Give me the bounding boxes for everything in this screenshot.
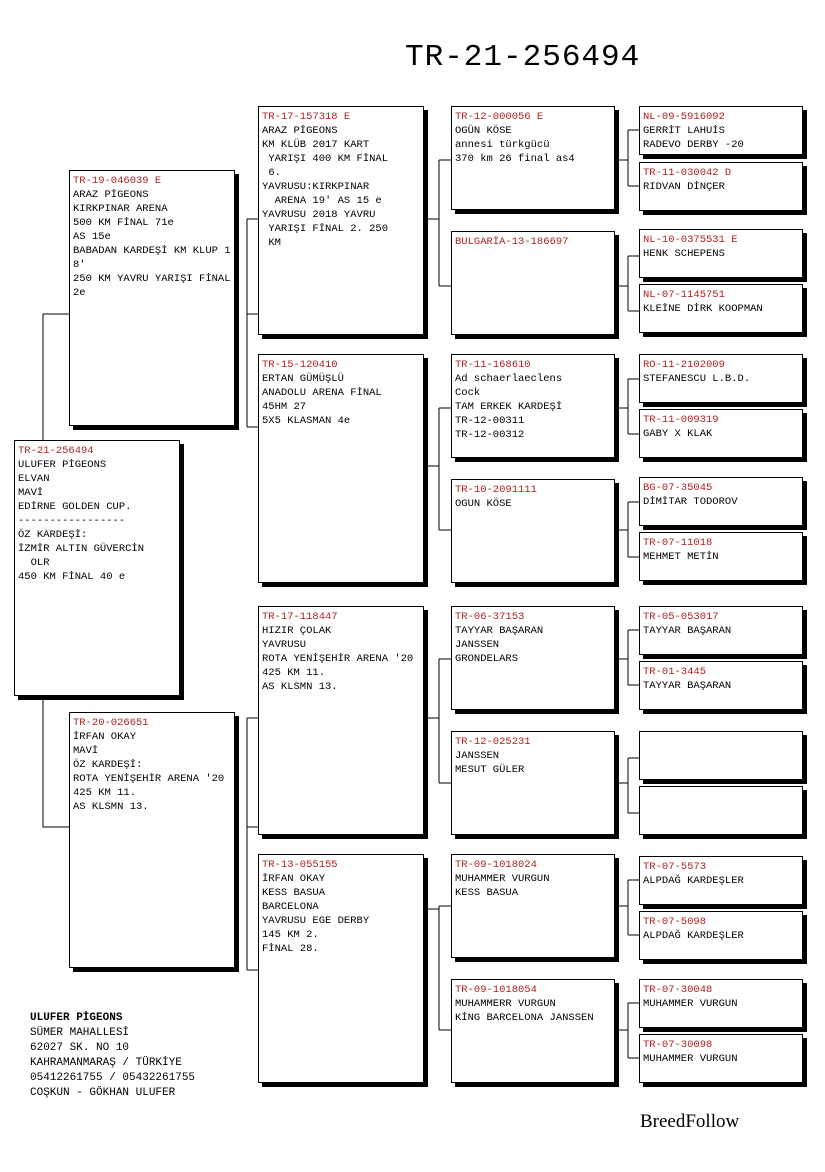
great-grandparent-card[interactable] [451, 731, 615, 835]
gen4-card[interactable] [639, 284, 803, 333]
ring-number: TR-11-030042 D [643, 167, 732, 179]
ring-number: TR-21-256494 [18, 445, 94, 457]
pigeon-info: MUHAMMER VURGUN [643, 1053, 738, 1065]
pigeon-info: GABY X KLAK [643, 428, 713, 440]
gen4-card-empty[interactable] [639, 786, 803, 835]
pigeon-info: TAYYAR BAŞARAN [643, 625, 732, 637]
ring-number: TR-07-30098 [643, 1039, 713, 1051]
ring-number: TR-10-2091111 [455, 484, 537, 496]
ring-number: TR-15-120410 [262, 359, 338, 371]
pigeon-info: HENK SCHEPENS [643, 248, 725, 260]
great-grandparent-card[interactable] [451, 854, 615, 958]
ring-number: TR-12-025231 [455, 736, 531, 748]
ring-number: TR-09-1018024 [455, 859, 537, 871]
ring-number: TR-11-168610 [455, 359, 531, 371]
ring-number: NL-07-1145751 [643, 289, 725, 301]
address-line: SÜMER MAHALLESİ [30, 1027, 130, 1039]
pedigree-title: TR-21-256494 [405, 40, 641, 75]
gen4-card[interactable] [639, 409, 803, 458]
breeder-name: ULUFER PİGEONS [30, 1012, 123, 1024]
pigeon-info: ARAZ PİGEONS KIRKPINAR ARENA 500 KM FİNAL 71e AS 15e BABADAN KARDEŞİ KM KLUP 18' 250 KM YAVRU YARIŞI FİNAL 2e [73, 189, 231, 299]
breeder-contact [30, 1011, 195, 1101]
gen4-card[interactable] [639, 229, 803, 278]
ring-number: TR-20-026651 [73, 717, 149, 729]
pigeon-info: ARAZ PİGEONS KM KLÜB 2017 KART YARIŞI 400 KM FİNAL 6. YAVRUSU:KIRKPINAR ARENA 19' AS 15 e YAVRUSU 2018 YAVRU YARIŞI FİNAL 2. 250 KM [262, 125, 389, 249]
ring-number: TR-07-5573 [643, 861, 707, 873]
address-line: 62027 SK. NO 10 [30, 1042, 130, 1054]
pigeon-info: OGÜN KÖSE annesi türkgücü 370 km 26 final as4 [455, 125, 575, 165]
pigeon-info: KLEİNE DİRK KOOPMAN [643, 303, 763, 315]
dam-card[interactable] [69, 712, 235, 968]
ring-number: TR-06-37153 [455, 611, 525, 623]
pigeon-info: ULUFER PİGEONS ELVAN MAVİ EDİRNE GOLDEN CUP. ----------------- ÖZ KARDEŞİ: İZMİR ALTIN GÜVERCİN OLR 450 KM FİNAL 40 e [18, 459, 145, 583]
gen4-card[interactable] [639, 354, 803, 403]
pigeon-info: RIDVAN DİNÇER [643, 181, 725, 193]
gen4-card[interactable] [639, 856, 803, 905]
ring-number: TR-17-118447 [262, 611, 338, 623]
address-line: KAHRAMANMARAŞ / TÜRKİYE [30, 1057, 182, 1069]
gen4-card[interactable] [639, 106, 803, 155]
ring-number: NL-10-0375531 E [643, 234, 738, 246]
pigeon-info: GERRİT LAHUİS RADEVO DERBY -20 [643, 125, 744, 151]
pigeon-info: ALPDAĞ KARDEŞLER [643, 875, 744, 887]
gen4-card[interactable] [639, 1034, 803, 1083]
grandparent-card[interactable] [258, 106, 424, 335]
pigeon-info: HIZIR ÇOLAK YAVRUSU ROTA YENİŞEHİR ARENA '20 425 KM 11. AS KLSMN 13. [262, 625, 414, 693]
gen4-card[interactable] [639, 162, 803, 211]
gen4-card[interactable] [639, 532, 803, 581]
ring-number: TR-09-1018054 [455, 984, 537, 996]
ring-number: BULGARİA-13-186697 [455, 236, 569, 248]
ring-number: TR-07-11018 [643, 537, 713, 549]
gen4-card[interactable] [639, 606, 803, 655]
pigeon-info: MUHAMMER VURGUN KESS BASUA [455, 873, 550, 899]
grandparent-card[interactable] [258, 354, 424, 583]
ring-number: TR-07-5098 [643, 916, 707, 928]
ring-number: TR-11-009319 [643, 414, 719, 426]
ring-number: TR-19-046039 E [73, 175, 162, 187]
ring-number: BG-07-35045 [643, 482, 713, 494]
great-grandparent-card[interactable] [451, 106, 615, 210]
ring-number: TR-13-055155 [262, 859, 338, 871]
pigeon-info: TAYYAR BAŞARAN JANSSEN GRONDELARS [455, 625, 544, 665]
ring-number: TR-07-30048 [643, 984, 713, 996]
grandparent-card[interactable] [258, 606, 424, 835]
pigeon-info: STEFANESCU L.B.D. [643, 373, 751, 385]
pigeon-info: MUHAMMERR VURGUN KİNG BARCELONA JANSSEN [455, 998, 594, 1024]
gen4-card[interactable] [639, 661, 803, 710]
ring-number: NL-09-5916092 [643, 111, 725, 123]
pigeon-info: Ad schaerlaeclens Cock TAM ERKEK KARDEŞİ TR-12-00311 TR-12-00312 [455, 373, 563, 441]
gen4-card[interactable] [639, 911, 803, 960]
pigeon-info: MUHAMMER VURGUN [643, 998, 738, 1010]
ring-number: TR-01-3445 [643, 666, 707, 678]
ring-number: TR-05-053017 [643, 611, 719, 623]
sire-card[interactable] [69, 170, 235, 426]
pigeon-info: ERTAN GÜMÜŞLÜ ANADOLU ARENA FİNAL 45HM 27 5X5 KLASMAN 4e [262, 373, 382, 427]
pigeon-info: JANSSEN MESUT GÜLER [455, 750, 525, 776]
phone-line: 05412261755 / 05432261755 [30, 1072, 196, 1084]
brand-logo: BreedFollow [640, 1111, 740, 1132]
pigeon-info: İRFAN OKAY MAVİ ÖZ KARDEŞİ: ROTA YENİŞEHİR ARENA '20 425 KM 11. AS KLSMN 13. [73, 731, 225, 813]
grandparent-card[interactable] [258, 854, 424, 1083]
great-grandparent-card[interactable] [451, 354, 615, 458]
pigeon-info: İRFAN OKAY KESS BASUA BARCELONA YAVRUSU EGE DERBY 145 KM 2. FİNAL 28. [262, 873, 370, 955]
gen4-card-empty[interactable] [639, 731, 803, 780]
pigeon-info: DİMİTAR TODOROV [643, 496, 738, 508]
owners-line: COŞKUN - GÖKHAN ULUFER [30, 1087, 176, 1099]
great-grandparent-card[interactable] [451, 979, 615, 1083]
ring-number: RO-11-2102009 [643, 359, 725, 371]
ring-number: TR-17-157318 E [262, 111, 351, 123]
great-grandparent-card[interactable] [451, 479, 615, 583]
pigeon-info: OGUN KÖSE [455, 498, 512, 510]
pigeon-info: ALPDAĞ KARDEŞLER [643, 930, 744, 942]
pigeon-info: TAYYAR BAŞARAN [643, 680, 732, 692]
great-grandparent-card[interactable] [451, 231, 615, 335]
great-grandparent-card[interactable] [451, 606, 615, 710]
pigeon-info: MEHMET METİN [643, 551, 719, 563]
subject-pigeon-card[interactable] [14, 440, 180, 696]
gen4-card[interactable] [639, 477, 803, 526]
gen4-card[interactable] [639, 979, 803, 1028]
ring-number: TR-12-000056 E [455, 111, 544, 123]
